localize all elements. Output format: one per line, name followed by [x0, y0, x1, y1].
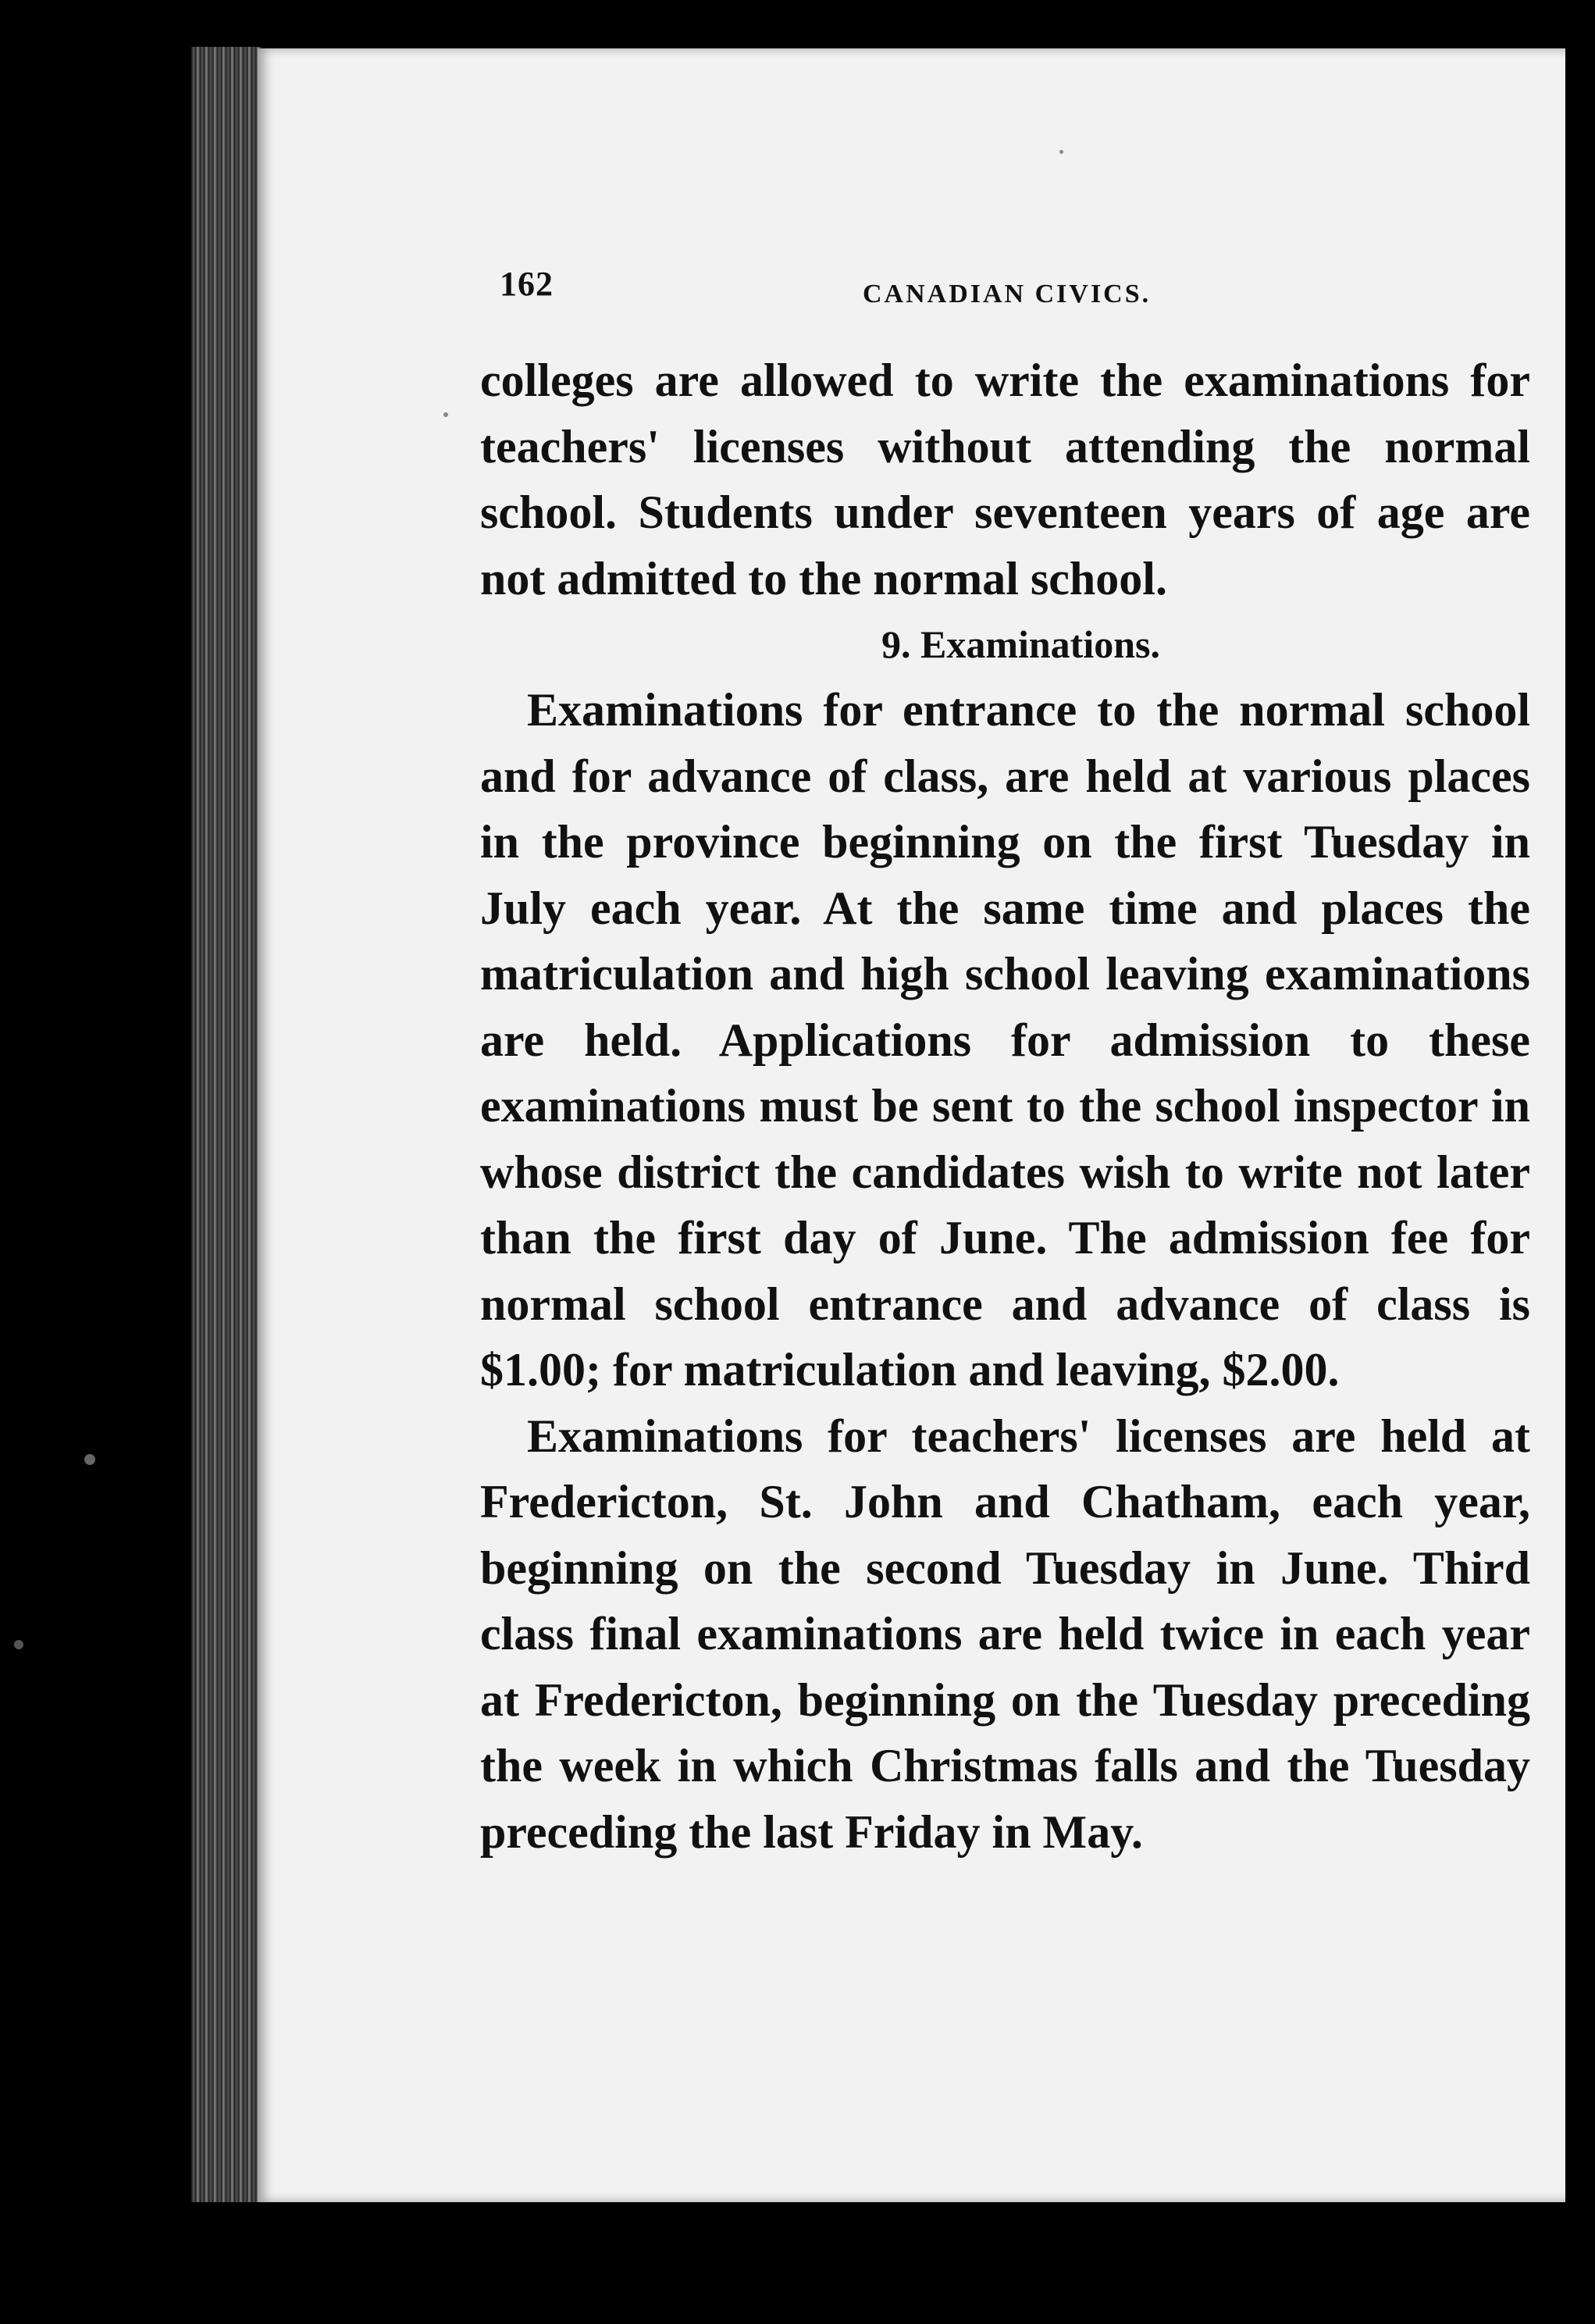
scan-speck — [14, 1640, 23, 1649]
body-text — [480, 348, 1530, 1865]
scan-speck — [443, 412, 448, 417]
paragraph-2: Examinations for entrance to the normal school and for advance of class, are held at various places in the province beginning on the first Tuesday in July each year. At the same time and places the matriculation and high school leaving examinations are held. Applications for admission to these examinations must be sent to the school inspector in whose district the candidates wish to write not later than the first day of June. The admission fee for normal school entrance and advance of class is $1.00; for matriculation and leaving, $2.00. — [480, 684, 1530, 1395]
page-header — [500, 264, 1530, 311]
scan-speck — [1059, 150, 1063, 154]
section-heading: 9. Examinations. — [881, 622, 1160, 666]
book-page-edges — [191, 47, 262, 2202]
paragraph-1: colleges are allowed to write the examinations for teachers' licenses without attending the normal school. Students under seventeen years of age are not admitted to the normal school. — [480, 355, 1530, 604]
page-number: 162 — [500, 265, 554, 303]
scan-right-border — [1565, 0, 1595, 2324]
running-head: CANADIAN CIVICS. — [863, 280, 1152, 308]
paragraph-3: Examinations for teachers' licenses are held at Fredericton, St. John and Chatham, each year, beginning on the second Tuesday in June. Third class final examinations are held twice in each year at Fredericton, beginning on the Tuesday preceding the week in which Christmas falls and the Tuesday preceding the last Friday in May. — [480, 1410, 1530, 1858]
scan-speck — [84, 1454, 95, 1465]
